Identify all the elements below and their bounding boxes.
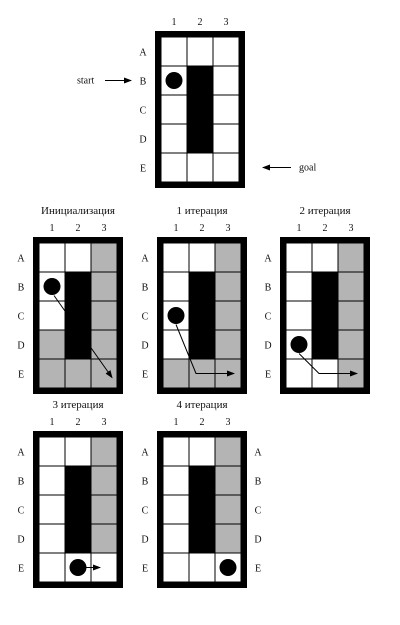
panel-2-row-label-left: D [141, 340, 149, 352]
panel-5-row-label-right: D [254, 534, 262, 546]
panel-1-cell-empty-A2 [65, 243, 91, 272]
panel-4-row-label-left: D [17, 534, 25, 546]
panel-1-row-label-left: B [17, 282, 25, 294]
panel-2-cell-empty-B1 [163, 272, 189, 301]
panel-5-row-label-left: D [141, 534, 149, 546]
panel-2-cell-empty-D1 [163, 330, 189, 359]
panel-4-col-label: 2 [75, 417, 81, 428]
panel-3-cell-empty-E1 [286, 359, 312, 388]
panel-1-cell-shaded-E3 [91, 359, 117, 388]
panel-1-row-label-left: C [17, 311, 25, 323]
panel-5-cell-empty-A1 [163, 437, 189, 466]
panel-4-title: 3 итерация [52, 399, 104, 411]
main-cell-empty-B3 [213, 66, 239, 95]
panel-4-cell-empty-B1 [39, 466, 65, 495]
panel-3-col-label: 2 [322, 223, 328, 234]
main-col-label: 3 [223, 17, 229, 28]
panel-4-row-label-left: C [17, 505, 25, 517]
panel-3-cell-empty-A2 [312, 243, 338, 272]
panel-5-cell-wall-D2 [189, 524, 215, 553]
main-row-label-left: D [139, 134, 147, 146]
panel-2-grid [141, 205, 247, 394]
panel-5-cell-wall-B2 [189, 466, 215, 495]
panel-5-row-label-right: B [254, 476, 262, 488]
panel-5-cell-empty-C1 [163, 495, 189, 524]
main-row-label-left: B [139, 76, 147, 88]
panel-4-row-label-left: B [17, 476, 25, 488]
main-cell-empty-E1 [161, 153, 187, 182]
panel-5-cell-wall-C2 [189, 495, 215, 524]
main-cell-empty-A1 [161, 37, 187, 66]
panel-3-col-label: 3 [348, 223, 354, 234]
panel-2-cell-wall-C2 [189, 301, 215, 330]
panel-3-robot-marker [291, 336, 308, 353]
panel-3-grid [264, 205, 370, 394]
panel-5-cell-shaded-C3 [215, 495, 241, 524]
panel-5-row-label-left: C [141, 505, 149, 517]
panel-1-col-label: 2 [75, 223, 81, 234]
main-row-label-left: C [139, 105, 147, 117]
main-cell-empty-C1 [161, 95, 187, 124]
panel-1-row-label-left: D [17, 340, 25, 352]
panel-4-cell-shaded-C3 [91, 495, 117, 524]
panel-1-cell-wall-D2 [65, 330, 91, 359]
panel-3-row-label-left: D [264, 340, 272, 352]
main-cell-empty-D3 [213, 124, 239, 153]
main-cell-wall-D2 [187, 124, 213, 153]
panel-1-cell-shaded-C3 [91, 301, 117, 330]
panel-1-cell-shaded-D3 [91, 330, 117, 359]
panel-5-cell-empty-E2 [189, 553, 215, 582]
panel-5-row-label-right: E [254, 563, 262, 575]
panel-1-row-label-left: E [17, 369, 25, 381]
panel-2-cell-shaded-B3 [215, 272, 241, 301]
panel-5-row-label-right: A [254, 447, 262, 459]
panel-1-cell-wall-C2 [65, 301, 91, 330]
panel-2-cell-empty-A2 [189, 243, 215, 272]
main-cell-empty-E3 [213, 153, 239, 182]
panel-3-cell-empty-C1 [286, 301, 312, 330]
panel-4-cell-shaded-B3 [91, 466, 117, 495]
panel-3-title: 2 итерация [299, 205, 351, 217]
panel-2-col-label: 1 [173, 223, 179, 234]
goal-label: goal [299, 162, 317, 174]
panel-2-title: 1 итерация [176, 205, 228, 217]
panel-2-col-label: 2 [199, 223, 205, 234]
panel-2-cell-wall-D2 [189, 330, 215, 359]
panel-3-cell-wall-B2 [312, 272, 338, 301]
panel-3-row-label-left: A [264, 253, 272, 265]
panel-1-cell-shaded-E1 [39, 359, 65, 388]
panel-3-row-label-left: C [264, 311, 272, 323]
panel-4-cell-wall-C2 [65, 495, 91, 524]
panel-1-cell-shaded-A3 [91, 243, 117, 272]
panel-4-row-label-left: A [17, 447, 25, 459]
panel-3-cell-shaded-C3 [338, 301, 364, 330]
panel-2-row-label-left: A [141, 253, 149, 265]
panel-2-col-label: 3 [225, 223, 231, 234]
panel-1-col-label: 1 [49, 223, 55, 234]
panel-1-cell-empty-A1 [39, 243, 65, 272]
panel-3-cell-empty-A1 [286, 243, 312, 272]
panel-4-col-label: 3 [101, 417, 107, 428]
panel-5-col-label: 1 [173, 417, 179, 428]
panel-2-cell-shaded-D3 [215, 330, 241, 359]
panel-2-cell-shaded-A3 [215, 243, 241, 272]
panel-4-cell-shaded-A3 [91, 437, 117, 466]
panel-5-grid [141, 399, 262, 588]
start-label: start [77, 75, 95, 87]
panel-2-row-label-left: B [141, 282, 149, 294]
panel-1-robot-marker [44, 278, 61, 295]
panel-4-cell-empty-E1 [39, 553, 65, 582]
main-row-label-left: A [139, 47, 147, 59]
panel-5-row-label-right: C [254, 505, 262, 517]
panel-5-row-label-left: A [141, 447, 149, 459]
main-robot-marker [166, 72, 183, 89]
main-col-label: 1 [171, 17, 177, 28]
panel-2-row-label-left: E [141, 369, 149, 381]
panel-5-col-label: 2 [199, 417, 205, 428]
panel-4-cell-wall-B2 [65, 466, 91, 495]
main-cell-empty-A2 [187, 37, 213, 66]
panel-5-cell-shaded-A3 [215, 437, 241, 466]
main-cell-empty-A3 [213, 37, 239, 66]
panel-3-cell-wall-C2 [312, 301, 338, 330]
panel-4-cell-empty-A2 [65, 437, 91, 466]
panel-3-cell-shaded-D3 [338, 330, 364, 359]
panel-2-cell-empty-A1 [163, 243, 189, 272]
panel-2-cell-shaded-C3 [215, 301, 241, 330]
panel-5-robot-marker [220, 559, 237, 576]
panel-5-cell-empty-E1 [163, 553, 189, 582]
panel-1-title: Инициализация [41, 205, 115, 217]
panel-1-cell-wall-B2 [65, 272, 91, 301]
panel-5-cell-shaded-D3 [215, 524, 241, 553]
panel-2-cell-wall-B2 [189, 272, 215, 301]
panel-5-cell-empty-D1 [163, 524, 189, 553]
panel-5-cell-shaded-B3 [215, 466, 241, 495]
panel-4-cell-wall-D2 [65, 524, 91, 553]
main-col-label: 2 [197, 17, 203, 28]
panel-5-col-label: 3 [225, 417, 231, 428]
panel-3-cell-wall-D2 [312, 330, 338, 359]
panel-1-cell-shaded-E2 [65, 359, 91, 388]
panel-5-cell-empty-B1 [163, 466, 189, 495]
panel-2-cell-shaded-E1 [163, 359, 189, 388]
main-cell-empty-C3 [213, 95, 239, 124]
panel-4-cell-empty-D1 [39, 524, 65, 553]
panel-3-cell-shaded-A3 [338, 243, 364, 272]
panel-4-cell-empty-C1 [39, 495, 65, 524]
main-row-label-left: E [139, 163, 147, 175]
main-cell-wall-B2 [187, 66, 213, 95]
panel-4-cell-empty-A1 [39, 437, 65, 466]
panel-5-row-label-left: E [141, 563, 149, 575]
panel-5-title: 4 итерация [176, 399, 228, 411]
main-cell-wall-C2 [187, 95, 213, 124]
panel-4-robot-marker [70, 559, 87, 576]
main-cell-empty-E2 [187, 153, 213, 182]
panel-1-col-label: 3 [101, 223, 107, 234]
panel-3-row-label-left: B [264, 282, 272, 294]
panel-3-row-label-left: E [264, 369, 272, 381]
panel-4-grid [17, 399, 123, 588]
panel-2-row-label-left: C [141, 311, 149, 323]
panel-4-cell-shaded-D3 [91, 524, 117, 553]
panel-5-cell-empty-A2 [189, 437, 215, 466]
panel-4-col-label: 1 [49, 417, 55, 428]
panel-1-grid [17, 205, 123, 394]
panel-2-robot-marker [168, 307, 185, 324]
panel-3-col-label: 1 [296, 223, 302, 234]
panel-1-row-label-left: A [17, 253, 25, 265]
panel-3-cell-empty-B1 [286, 272, 312, 301]
panel-3-cell-shaded-B3 [338, 272, 364, 301]
panel-1-cell-shaded-D1 [39, 330, 65, 359]
panel-1-cell-shaded-B3 [91, 272, 117, 301]
main-grid [77, 17, 316, 188]
panel-4-row-label-left: E [17, 563, 25, 575]
main-cell-empty-D1 [161, 124, 187, 153]
panel-5-row-label-left: B [141, 476, 149, 488]
